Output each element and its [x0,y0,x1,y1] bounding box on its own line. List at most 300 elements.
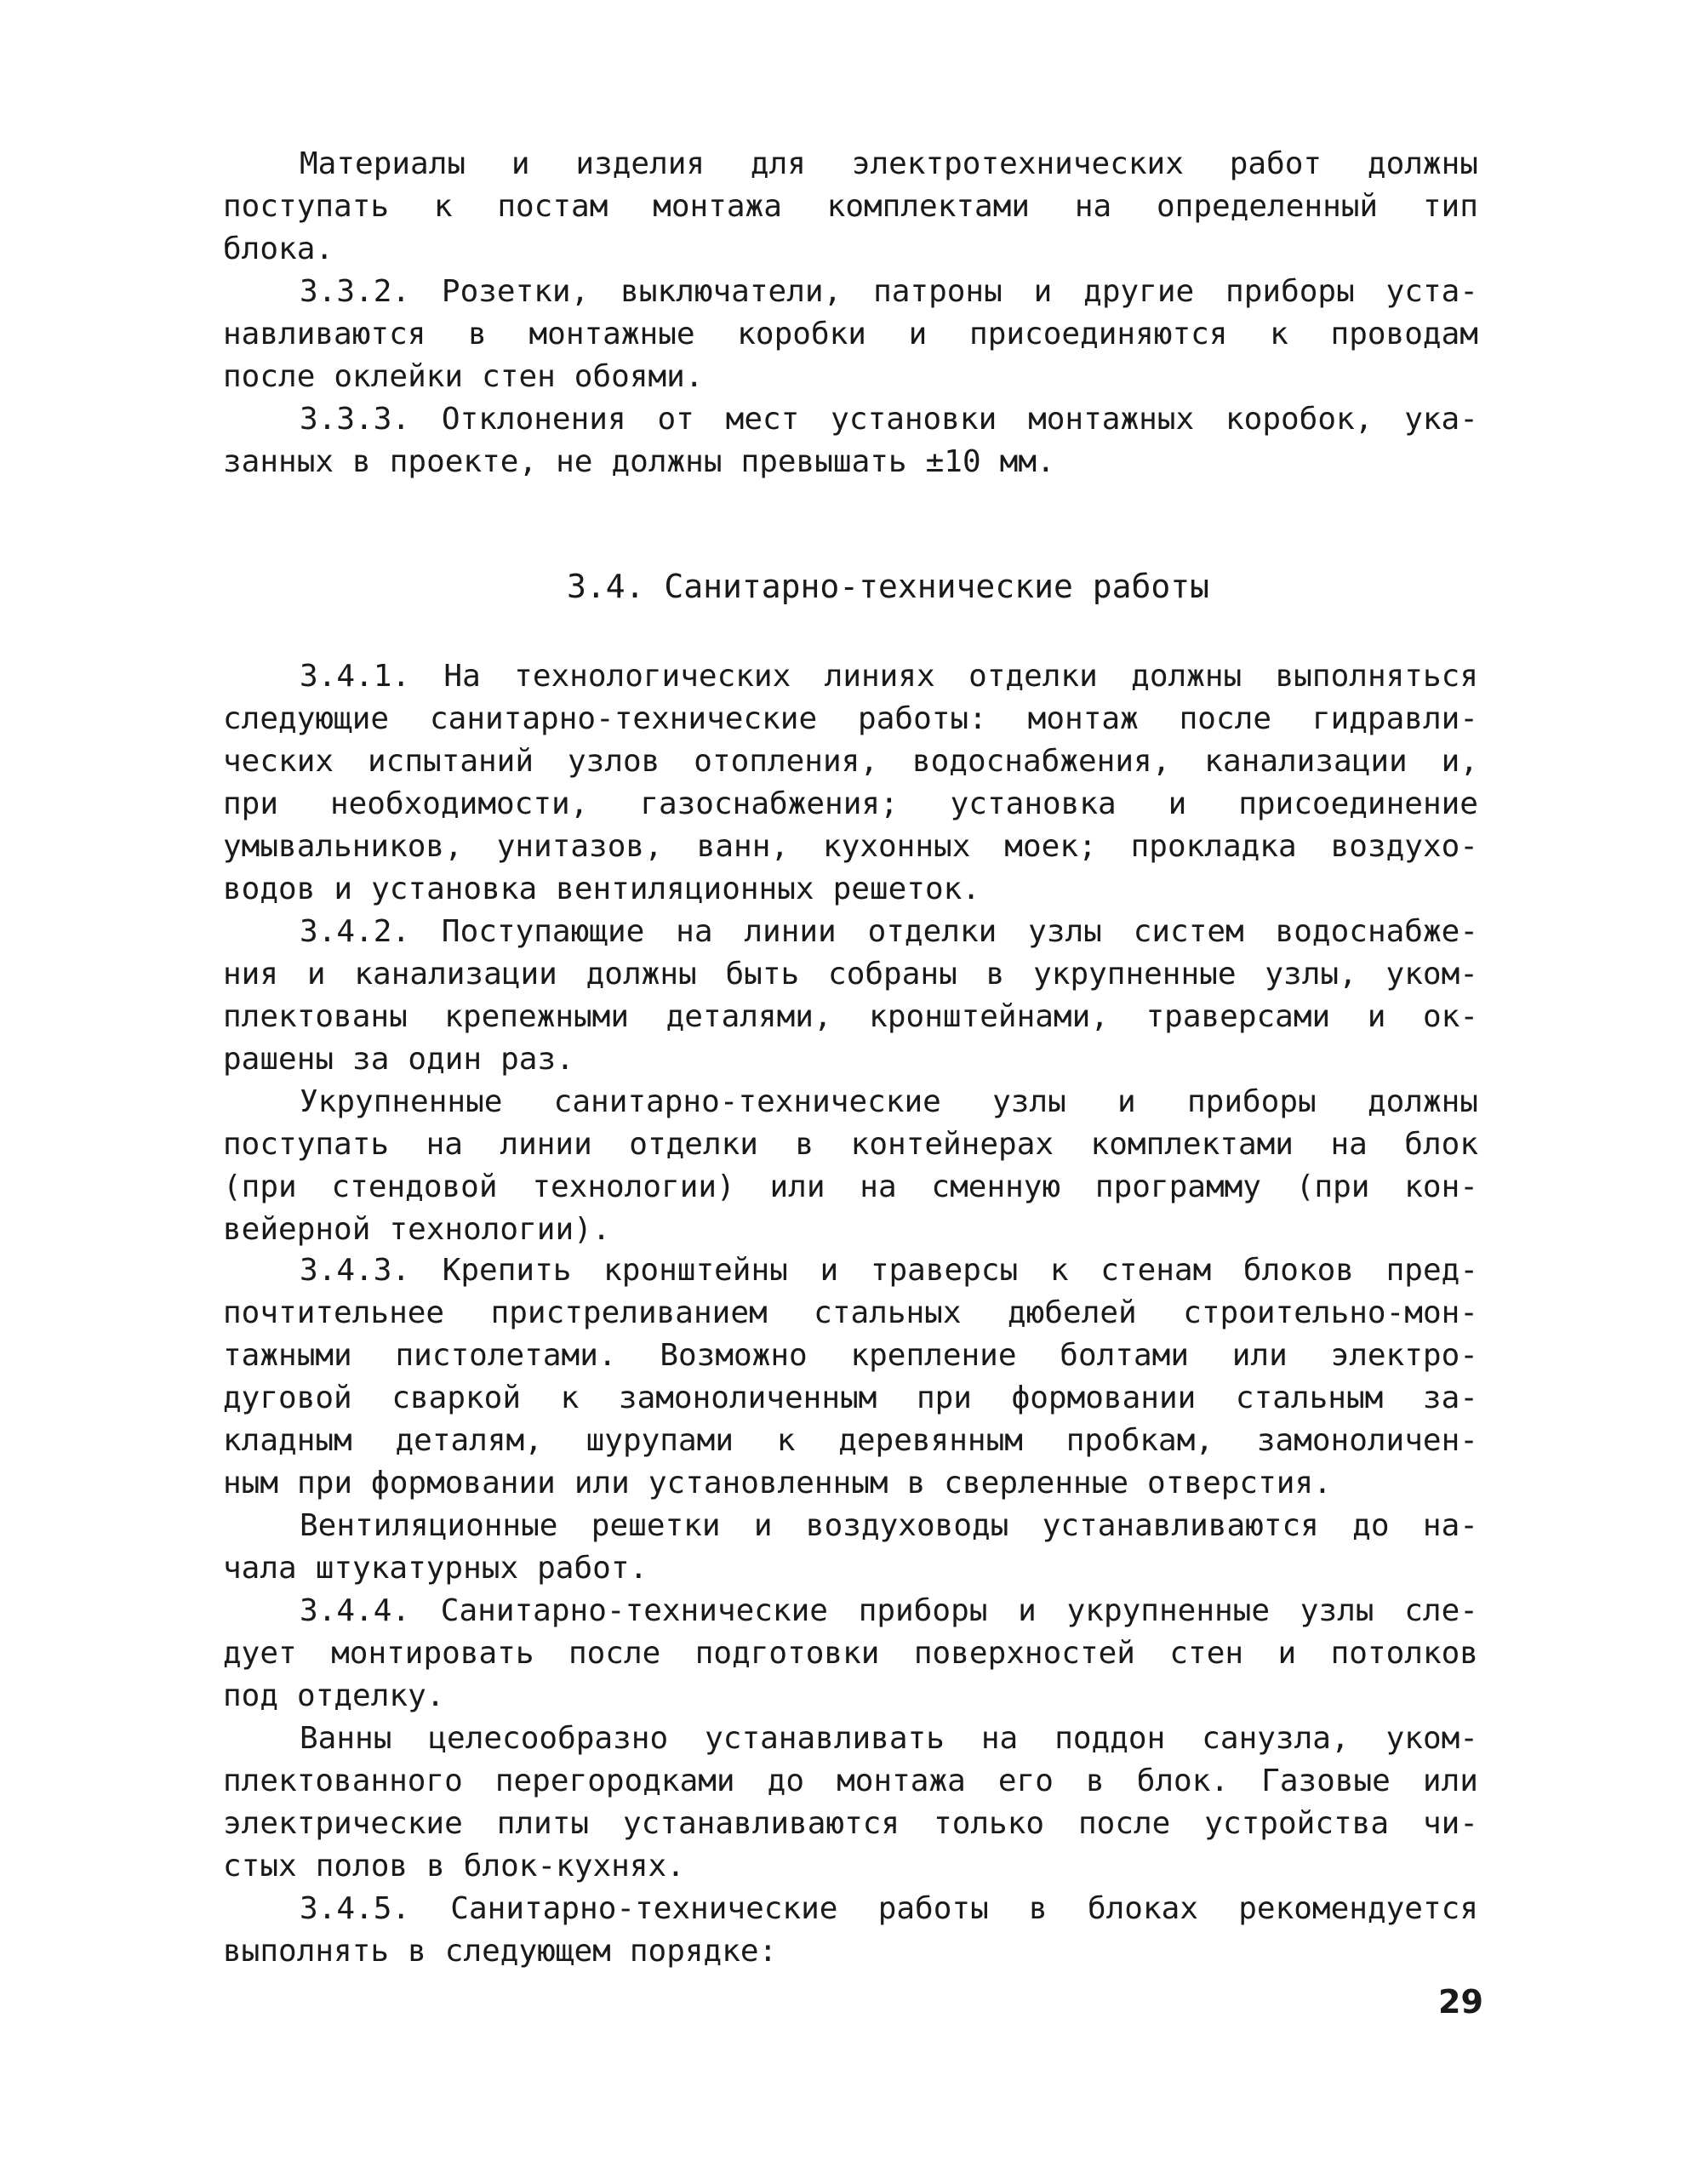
word: и [908,317,928,352]
word: приборы [858,1593,988,1628]
word: в [468,317,487,352]
word: на [980,1721,1019,1756]
word: под [223,1678,279,1713]
word: кронштейнами, [869,999,1109,1034]
word: Санитарно-технические [440,1593,828,1628]
word: постам [497,189,608,224]
word: водоснабжения, [911,744,1171,779]
word: должны [1131,659,1242,694]
word: дюбелей [1008,1295,1137,1330]
word: к [1270,317,1288,352]
word: или [574,1466,630,1501]
word: программу [1094,1169,1261,1204]
word: оклейки [334,359,464,394]
word: формовании [1011,1381,1197,1415]
word: укрупненные [1066,1593,1271,1628]
word: уком- [1385,957,1478,992]
word: установки [831,402,997,437]
text-line [223,953,1478,996]
word: его [997,1764,1054,1798]
word: на [860,1169,897,1204]
word: мм. [999,444,1055,479]
text-line [223,441,1478,483]
word: Крепить [442,1253,572,1288]
word: систем [1133,914,1244,949]
text-line [223,1718,1478,1760]
word: Розетки, [441,274,590,309]
word: собраны [828,957,957,992]
word: деталями, [665,999,832,1034]
word: пробкам, [1065,1423,1214,1458]
word: блоков [1242,1253,1354,1288]
text-line [223,313,1478,356]
text-line [223,1081,1478,1123]
word: воздуховоды [805,1508,1009,1543]
word: плиты [496,1806,590,1841]
word: приборы [1225,274,1355,309]
word: 3.3.2. [300,274,411,309]
word: выполнять [223,1934,390,1969]
clause-3-4-1 [223,655,1478,911]
word: дует [223,1636,297,1671]
word: должны [1367,1084,1478,1119]
text-line [223,1930,1478,1973]
word: штукатурных [315,1551,519,1586]
word: умывальников, [223,829,463,864]
word: 3.4.2. [300,914,411,949]
word: Поступающие [441,914,645,949]
word: 3.4.5. [300,1891,411,1926]
word: на [1074,189,1112,224]
text-line [223,655,1478,698]
word: плектованы [223,999,408,1034]
word: санитарно-технические [553,1084,941,1119]
word: навливаются [223,317,426,352]
word: (при [223,1169,297,1204]
word: после [568,1636,661,1671]
text-line [223,1123,1478,1166]
word: при [297,1466,353,1501]
word: поступать [223,189,390,224]
text-line [223,1632,1478,1675]
word: в [795,1127,814,1162]
word: рекомендуется [1238,1891,1478,1926]
text-line [223,1377,1478,1420]
word: после [1077,1806,1171,1841]
word: стальным [1235,1381,1384,1415]
word: работы [877,1891,989,1926]
word: Ванны [300,1721,392,1756]
word: электро- [1330,1338,1478,1373]
word: отделки [867,914,997,949]
text-line [223,1888,1478,1930]
word: монтажа [837,1764,966,1798]
word: или [1422,1764,1478,1798]
word: уком- [1385,1721,1478,1756]
word: в [352,444,371,479]
word: электротехнических [851,146,1184,181]
word: укрупненные [1033,957,1237,992]
word: газоснабжения; [640,786,899,821]
text-line [223,1675,1478,1718]
word: канализации [1204,744,1408,779]
text-line [223,1760,1478,1803]
word: водов [223,872,316,906]
clause-3-3-3 [223,398,1478,483]
section-heading: 3.4. Санитарно-технические работы [567,568,1209,605]
word: обоями. [574,359,704,394]
word: не [556,444,593,479]
word: стальных [814,1295,962,1330]
word: чала [223,1551,297,1586]
word: после [223,359,316,394]
text-line [223,1249,1478,1292]
word: установка [371,872,538,906]
word: стендовой [331,1169,498,1204]
word: Газовые [1261,1764,1391,1798]
word: присоединение [1238,786,1478,821]
word: 3.4.3. [300,1253,411,1288]
word: Материалы [300,146,466,181]
word: стых [223,1849,297,1884]
word: ным [223,1466,279,1501]
word: перегородками [494,1764,735,1798]
word: в [1085,1764,1105,1798]
word: быть [725,957,800,992]
word: контейнерах [850,1127,1054,1162]
word: болтами [1060,1338,1189,1373]
word: ния [223,957,279,992]
word: траверсы [870,1253,1019,1288]
text-line [223,1292,1478,1335]
word: Укрупненные [300,1084,503,1119]
text-line [223,1420,1478,1462]
text-line [223,1505,1478,1547]
word: устройства [1204,1806,1390,1841]
word: крепежными [444,999,630,1034]
clause-3-4-3 [223,1249,1478,1505]
word: линии [500,1127,592,1162]
word: комплектами [826,189,1031,224]
word: Вентиляционные [300,1508,558,1543]
word: до [1352,1508,1390,1543]
word: и [1367,999,1386,1034]
word: вейерной [223,1212,371,1247]
word: решеток. [832,872,980,906]
word: устанавливаются [622,1806,900,1841]
word: только [934,1806,1045,1841]
word: шурупами [586,1423,734,1458]
word: подготовки [694,1636,880,1671]
word: ок- [1422,999,1478,1034]
word: от [657,402,694,437]
word: крепление [850,1338,1017,1373]
word: формовании [371,1466,556,1501]
word: и [334,872,353,906]
word: плектованного [223,1764,463,1798]
word: коробки [737,317,866,352]
word: при [916,1381,972,1415]
word: устанавливаются [1042,1508,1319,1543]
text-line [223,143,1478,186]
word: деталям, [395,1423,543,1458]
word: электрические [223,1806,463,1841]
word: линиях [824,659,935,694]
text-line [223,1209,1478,1251]
word: поступать [223,1127,390,1162]
clause-3-4-5 [223,1888,1478,1973]
word: деревянным [838,1423,1023,1458]
word: гидравли- [1311,701,1478,736]
word: патроны [873,274,1003,309]
page-number: 29 [1438,1983,1483,2021]
word: работ. [537,1551,648,1586]
word: стенам [1100,1253,1212,1288]
word: уста- [1385,274,1478,309]
word: в [1029,1891,1048,1926]
text-line [223,740,1478,783]
word: Возможно [660,1338,808,1373]
word: приборы [1186,1084,1317,1119]
word: кладным [223,1423,352,1458]
word: на [676,914,713,949]
word: блока. [223,232,334,266]
word: поверхностей [913,1636,1135,1671]
word: почтительнее [223,1295,445,1330]
text-line [223,996,1478,1038]
word: следующие [223,701,390,736]
word: один [408,1042,483,1077]
word: водоснабже- [1275,914,1478,949]
clause-3-4-2 [223,911,1478,1081]
word: должны [611,444,723,479]
word: узлы [1028,914,1102,949]
word: и [1018,1593,1037,1628]
text-line [223,868,1478,911]
word: и [1033,274,1053,309]
word: тип [1422,189,1478,224]
word: работ [1229,146,1322,181]
word: к [776,1423,796,1458]
word: канализации [354,957,557,992]
text-line [223,1547,1478,1590]
text-line [223,186,1478,228]
word: монтаж [1027,701,1139,736]
word: за [352,1042,390,1077]
text-line [223,1166,1478,1209]
word: отделки [629,1127,758,1162]
word: или [769,1169,825,1204]
word: и [1117,1084,1136,1119]
word: в [426,1849,445,1884]
word: узлы [1300,1593,1374,1628]
word: кронштейны [603,1253,788,1288]
word: испытаний [367,744,534,779]
word: выполняться [1275,659,1478,694]
word: изделия [575,146,705,181]
word: чи- [1422,1806,1478,1841]
word: замоноличен- [1256,1423,1478,1458]
word: занных [223,444,334,479]
word: целесообразно [428,1721,669,1756]
clause-3-4-4 [223,1590,1478,1718]
word: работы: [858,701,987,736]
text-line [223,783,1478,826]
word: унитазов, [496,829,663,864]
word: решетки [591,1508,721,1543]
word: прокладка [1130,829,1297,864]
word: 3.4.1. [300,659,411,694]
word: к [433,189,453,224]
word: технологии) [532,1169,735,1204]
word: поддон [1054,1721,1166,1756]
word: на- [1422,1508,1478,1543]
word: порядке: [629,1934,778,1969]
text-line [223,1038,1478,1081]
clause-3-3-2 [223,271,1478,398]
word: и [820,1253,839,1288]
word: 3.4.4. [300,1593,411,1628]
word: или [1231,1338,1288,1373]
word: и [511,146,530,181]
word: траверсами [1145,999,1331,1034]
word: в [408,1934,426,1969]
word: установка [950,786,1117,821]
text-line [223,826,1478,868]
word: другие [1083,274,1195,309]
paragraph-ventilation [223,1505,1478,1590]
word: пристреливанием [490,1295,768,1330]
word: выключатели, [620,274,843,309]
word: ука- [1404,402,1478,437]
word: присоединяются [969,317,1228,352]
word: блок. [1136,1764,1230,1798]
word: и [306,957,326,992]
word: определенный [1157,189,1379,224]
text-line [223,356,1478,398]
word: узлы [992,1084,1066,1119]
text-line [223,698,1478,740]
text-line [223,1462,1478,1505]
word: и [1168,786,1187,821]
text-line [223,1590,1478,1632]
paragraph-assemblies [223,1081,1478,1251]
word: моек; [1004,829,1097,864]
word: Санитарно-технические [450,1891,838,1926]
word: дуговой [223,1381,352,1415]
word: проводам [1330,317,1478,352]
word: потолков [1330,1636,1478,1671]
word: до [767,1764,805,1798]
word: мест [725,402,800,437]
word: узлов [567,744,660,779]
word: после [1179,701,1271,736]
word: раз. [500,1042,574,1077]
word: должны [1367,146,1478,181]
word: и [1277,1636,1297,1671]
paragraph-baths [223,1718,1478,1888]
word: монтировать [331,1636,534,1671]
word: должны [586,957,697,992]
word: сверленные [944,1466,1129,1501]
word: в [985,957,1005,992]
word: ванн, [696,829,790,864]
word: сменную [931,1169,1061,1204]
word: тажными [223,1338,352,1373]
word: замоноличенным [618,1381,877,1415]
word: кон- [1404,1169,1478,1204]
word: рашены [223,1042,334,1077]
text-line [223,1845,1478,1888]
word: отделку. [297,1678,445,1713]
text-line [223,271,1478,313]
text-line [223,228,1478,271]
text-line [223,911,1478,953]
word: устанавливать [705,1721,945,1756]
word: отделки [968,659,1098,694]
word: воздухо- [1330,829,1478,864]
word: монтажа [653,189,782,224]
word: к [1049,1253,1069,1288]
text-line [223,398,1478,441]
word: санузла, [1202,1721,1350,1756]
word: установленным [648,1466,888,1501]
word: проекте, [389,444,538,479]
word: за- [1422,1381,1478,1415]
word: сваркой [391,1381,522,1415]
word: стен [482,359,556,394]
word: 3.3.3. [300,402,411,437]
word: для [750,146,806,181]
word: и [753,1508,773,1543]
word: отопления, [694,744,879,779]
word: ческих [223,744,334,779]
word: узлы, [1265,957,1357,992]
word: полов [315,1849,408,1884]
word: отверстия. [1147,1466,1332,1501]
text-line [223,1803,1478,1845]
word: блок-кухнях. [463,1849,685,1884]
word: монтажных [1028,402,1195,437]
section-3-3-text [223,143,1478,271]
word: превышать [740,444,907,479]
word: к [560,1381,580,1415]
word: вентиляционных [556,872,814,906]
word: и, [1441,744,1478,779]
word: в [906,1466,926,1501]
word: на [1330,1127,1368,1162]
word: ±10 [925,444,981,479]
text-line [223,1335,1478,1377]
word: пистолетами. [395,1338,617,1373]
word: блок [1404,1127,1478,1162]
word: пред- [1385,1253,1478,1288]
word: стен [1169,1636,1244,1671]
word: технологии). [389,1212,611,1247]
word: Отклонения [441,402,626,437]
word: кухонных [822,829,971,864]
word: необходимости, [329,786,589,821]
word: технологических [514,659,791,694]
word: при [223,786,279,821]
word: коробок, [1225,402,1374,437]
word: линии [744,914,837,949]
word: на [426,1127,463,1162]
word: сле- [1404,1593,1478,1628]
word: (при [1295,1169,1370,1204]
word: следующем [444,1934,611,1969]
word: строительно-мон- [1183,1295,1478,1330]
